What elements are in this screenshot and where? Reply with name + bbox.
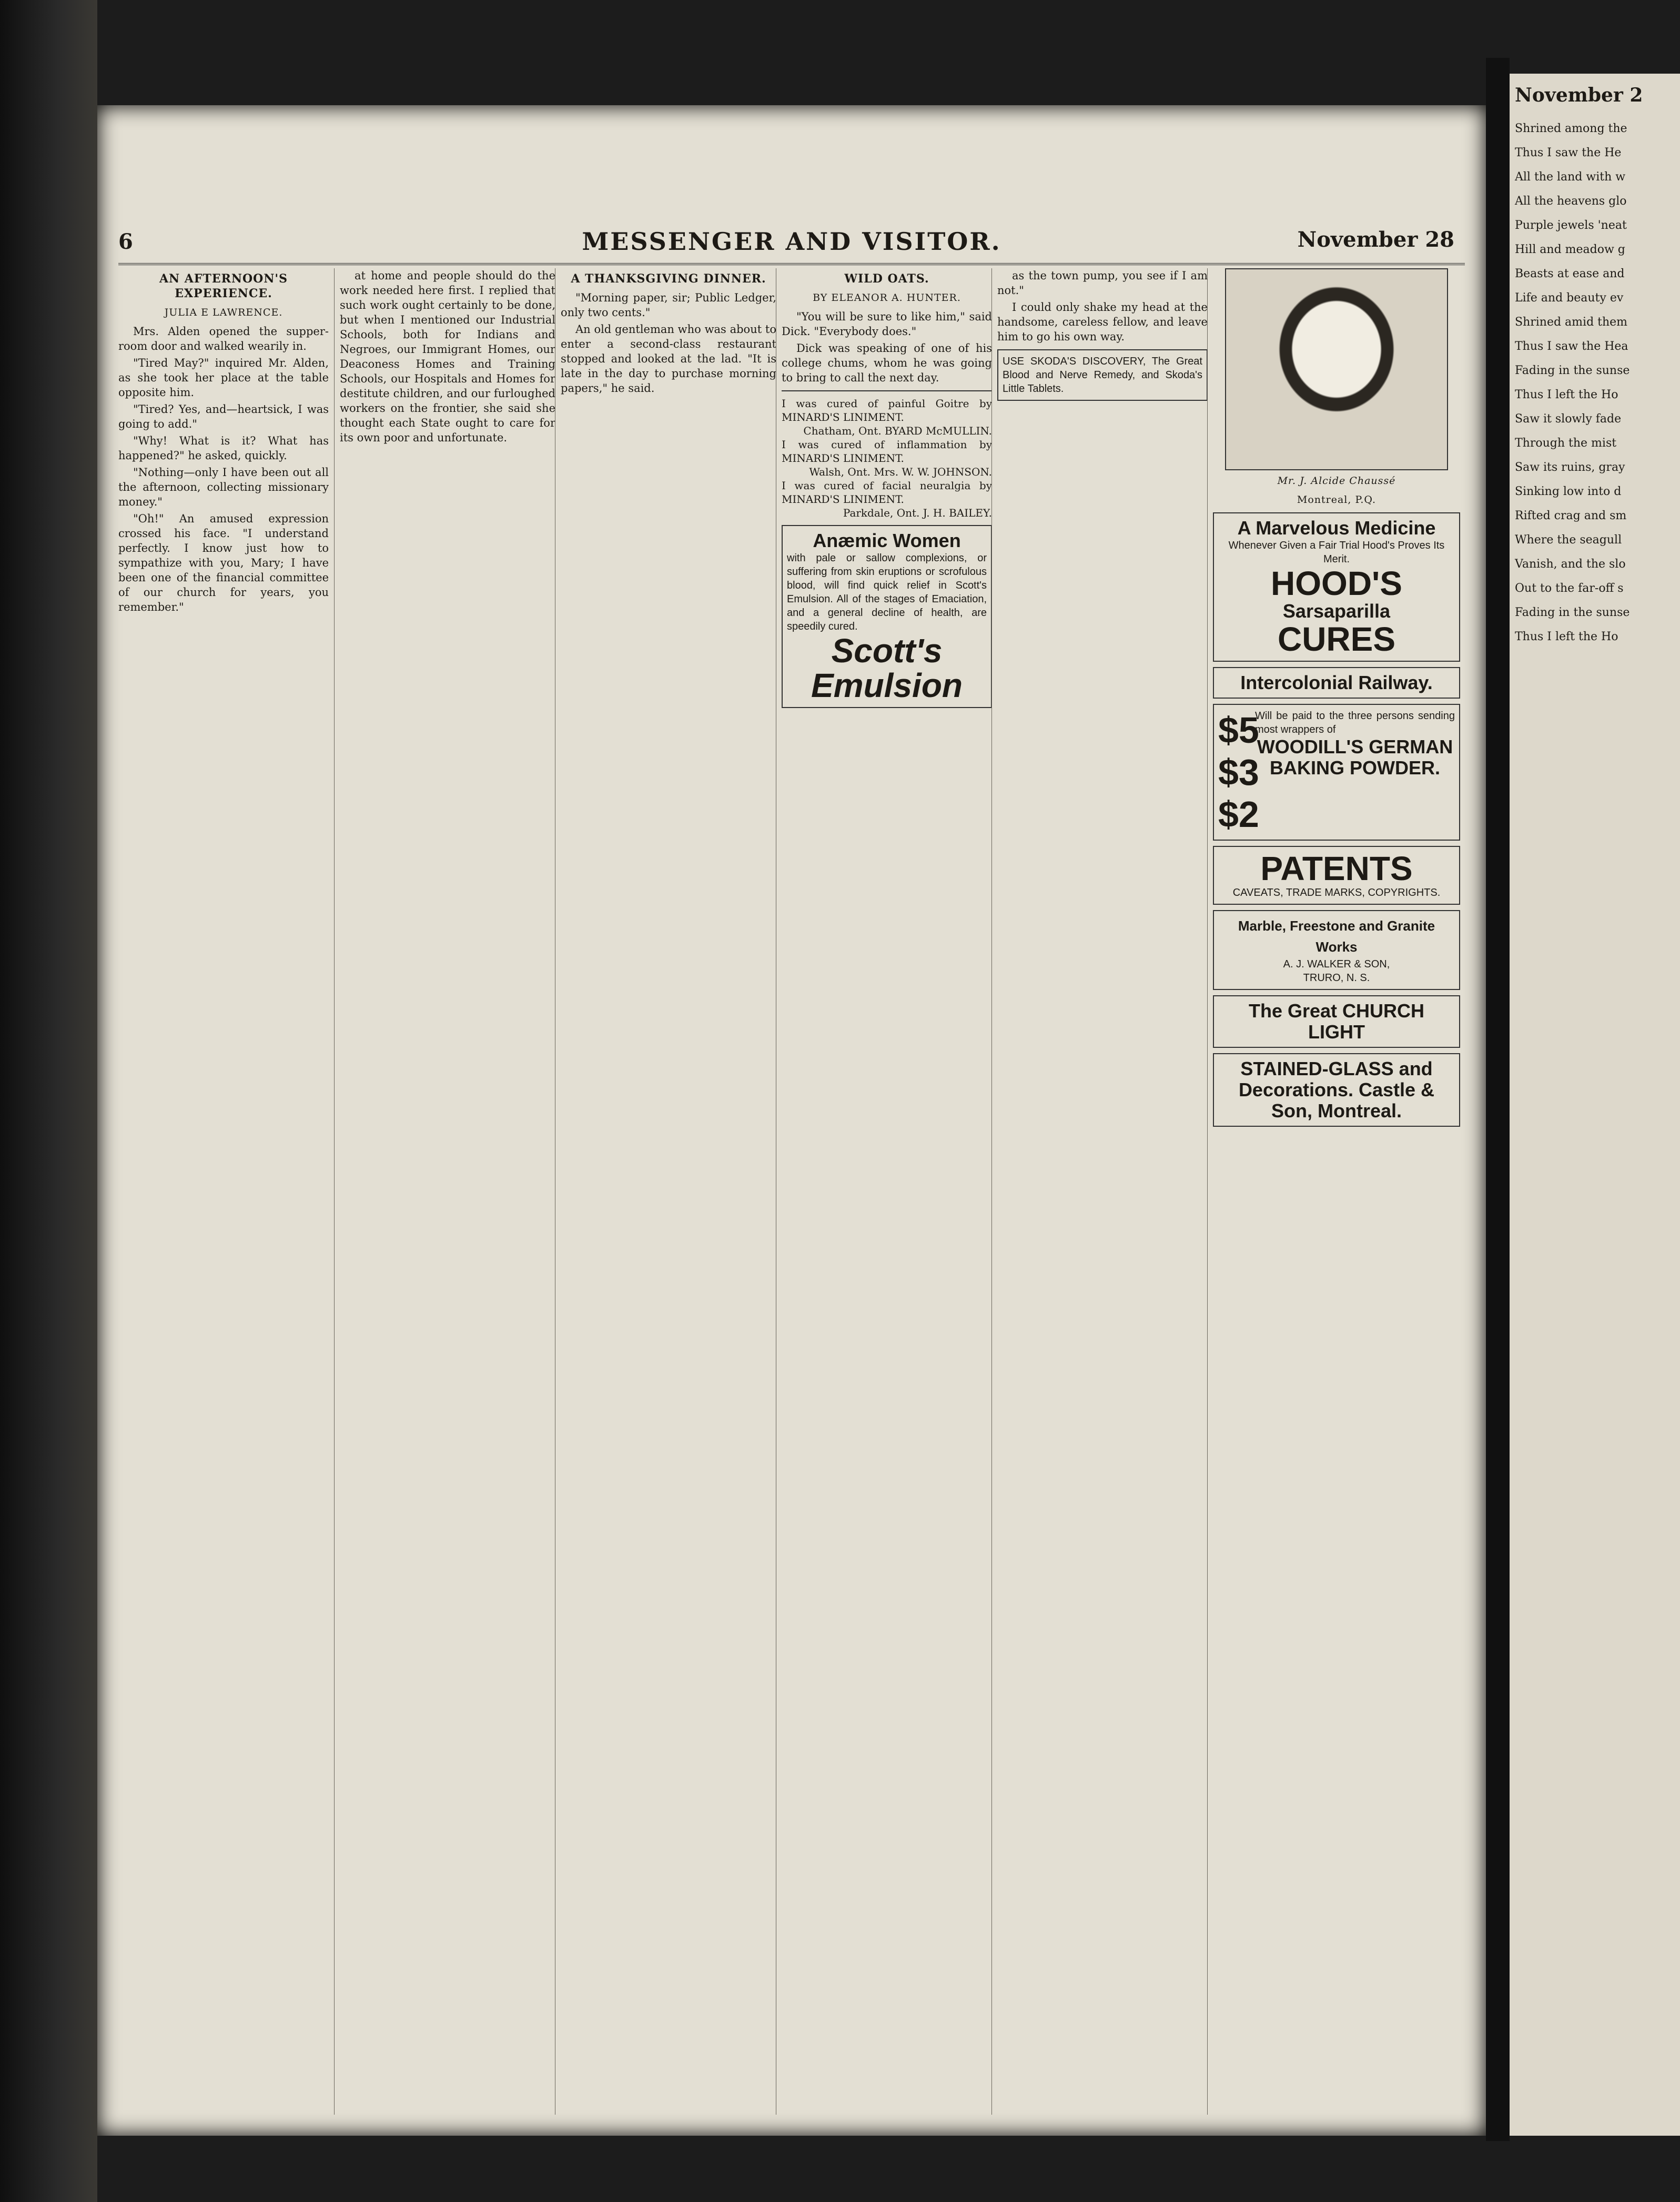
portrait-engraving xyxy=(1225,268,1448,470)
poem-line: Through the mist xyxy=(1515,437,1617,450)
poem-line: All the heavens glo xyxy=(1515,195,1627,208)
poem-line: Thus I left the Ho xyxy=(1515,630,1618,643)
article-title: AN AFTERNOON'S EXPERIENCE. xyxy=(159,272,288,300)
portrait-caption: Mr. J. Alcide Chaussé xyxy=(1277,475,1396,487)
poem-line: Out to the far-off s xyxy=(1515,582,1624,595)
poem-line: Purple jewels 'neat xyxy=(1515,219,1627,232)
poem-line: Hill and meadow g xyxy=(1515,243,1625,256)
ad-brand: Scott's Emulsion xyxy=(811,632,963,704)
poem-line: All the land with w xyxy=(1515,170,1626,184)
page-number: 6 xyxy=(118,229,133,254)
byline: JULIA E LAWRENCE. xyxy=(164,307,283,318)
column-4 xyxy=(776,268,997,2115)
poem-line: Thus I saw the Hea xyxy=(1515,340,1628,353)
newspaper-page xyxy=(97,105,1486,2136)
poem-lines xyxy=(1510,117,1680,649)
poem-line: Saw it slowly fade xyxy=(1515,412,1622,426)
poem-line: Thus I saw the He xyxy=(1515,146,1622,159)
minard-ad: I was cured of painful Goitre by MINARD'S LINIMENT. Chatham, Ont. BYARD McMULLIN. I was cured of inflammation by MINARD'S LINIMENT. Walsh, Ont. Mrs. W. W. JOHNSON. I was cured of facial neuralgia by MINARD'S LINIMENT. Parkdale, Ont. J. H. BAILEY. xyxy=(782,397,992,519)
patents-ad: PATENTS CAVEATS, TRADE MARKS, COPYRIGHTS. xyxy=(1213,846,1460,905)
scott-emulsion-ad xyxy=(782,525,992,708)
stained-glass-ad: STAINED-GLASS and Decorations. Castle & Son, Montreal. xyxy=(1213,1053,1460,1127)
paragraph: "Oh!" An amused expression crossed his face. "I understand perfectly. I know just how to sympathize with you, Mary; I have been one of the financial committee of our church for years, you remember." xyxy=(118,512,329,613)
poem-line: Sinking low into d xyxy=(1515,485,1622,498)
paragraph: An old gentleman who was about to enter a second-class restaurant stopped and looked at the lad. "It is late in the day to purchase morning papers," he said. xyxy=(561,323,776,395)
column-1 xyxy=(118,268,334,2115)
book-binding xyxy=(0,0,97,2202)
church-light-ad: The Great CHURCH LIGHT xyxy=(1213,995,1460,1048)
poem-line: Life and beauty ev xyxy=(1515,291,1624,305)
poem-line: Thus I left the Ho xyxy=(1515,388,1618,401)
poem-line: Rifted crag and sm xyxy=(1515,509,1627,522)
poem-line: Fading in the sunse xyxy=(1515,364,1630,377)
facing-page-header: November 2 xyxy=(1515,84,1643,106)
facing-page xyxy=(1510,74,1680,2136)
divider xyxy=(782,390,992,391)
poem-line: Vanish, and the slo xyxy=(1515,558,1626,571)
ad-body: with pale or sallow complexions, or suffering from skin eruptions or scrofulous blood, will find quick relief in Scott's Emulsion. All of the stages of Emaciation, and a general decline of health, are speedily cured. xyxy=(787,552,987,632)
skoda-ad: USE SKODA'S DISCOVERY, The Great Blood and Nerve Remedy, and Skoda's Little Tablets. xyxy=(997,349,1208,401)
column-2 xyxy=(334,268,561,2115)
paragraph: as the town pump, you see if I am not." xyxy=(997,269,1208,297)
paragraph: "Why! What is it? What has happened?" he asked, quickly. xyxy=(118,435,329,462)
railway-ad: Intercolonial Railway. xyxy=(1213,667,1460,699)
paragraph: Mrs. Alden opened the supper-room door and walked wearily in. xyxy=(118,325,329,352)
paragraph: "Tired? Yes, and—heartsick, I was going to add." xyxy=(118,403,329,430)
article-title: WILD OATS. xyxy=(844,272,929,286)
paragraph: Dick was speaking of one of his college chums, whom he was going to bring to call the next day. xyxy=(782,342,992,384)
hoods-ad: A Marvelous Medicine Whenever Given a Fair Trial Hood's Proves Its Merit. HOOD'S Sarsaparilla CURES xyxy=(1213,512,1460,662)
masthead: MESSENGER AND VISITOR. xyxy=(582,227,1001,256)
column-3 xyxy=(555,268,782,2115)
paragraph: "Morning paper, sir; Public Ledger, only two cents." xyxy=(561,291,776,319)
issue-date: November 28 xyxy=(1297,227,1454,252)
paragraph: at home and people should do the work needed here first. I replied that such work ought certainly to be done, but when I mentioned our Industrial Schools, both for Indians and Negroes, our Immigrant Homes, our Deaconess Homes and Training Schools, our Hospitals and Homes for destitute children, and our furloughed workers on the frontier, she said she thought each State ought to care for its own poor and unfortunate. xyxy=(340,269,555,444)
paragraph: "You will be sure to like him," said Dick. "Everybody does." xyxy=(782,310,992,338)
page-gutter xyxy=(1486,58,1510,2141)
paragraph: I could only shake my head at the handsome, careless fellow, and leave him to go his own way. xyxy=(997,301,1208,343)
paragraph: "Tired May?" inquired Mr. Alden, as she took her place at the table opposite him. xyxy=(118,357,329,399)
poem-line: Beasts at ease and xyxy=(1515,267,1625,280)
ad-title: Anæmic Women xyxy=(813,530,961,551)
poem-line: Saw its ruins, gray xyxy=(1515,461,1625,474)
poem-line: Fading in the sunse xyxy=(1515,606,1630,619)
marble-works-ad: Marble, Freestone and Granite Works A. J. WALKER & SON, TRURO, N. S. xyxy=(1213,910,1460,990)
poem-line: Shrined among the xyxy=(1515,122,1627,135)
page-header xyxy=(118,221,1465,265)
baking-powder-ad: $5 $3 $2 Will be paid to the three persons sending most wrappers of WOODILL'S GERMAN BAKING POWDER. xyxy=(1213,704,1460,841)
paragraph: "Nothing—only I have been out all the afternoon, collecting missionary money." xyxy=(118,466,329,508)
portrait-place: Montreal, P.Q. xyxy=(1297,494,1377,506)
poem-line: Shrined amid them xyxy=(1515,316,1628,329)
article-title: A THANKSGIVING DINNER. xyxy=(571,272,766,286)
byline: BY ELEANOR A. HUNTER. xyxy=(813,292,961,304)
column-6-ads xyxy=(1207,268,1465,2115)
poem-line: Where the seagull xyxy=(1515,533,1622,547)
column-5 xyxy=(991,268,1213,2115)
